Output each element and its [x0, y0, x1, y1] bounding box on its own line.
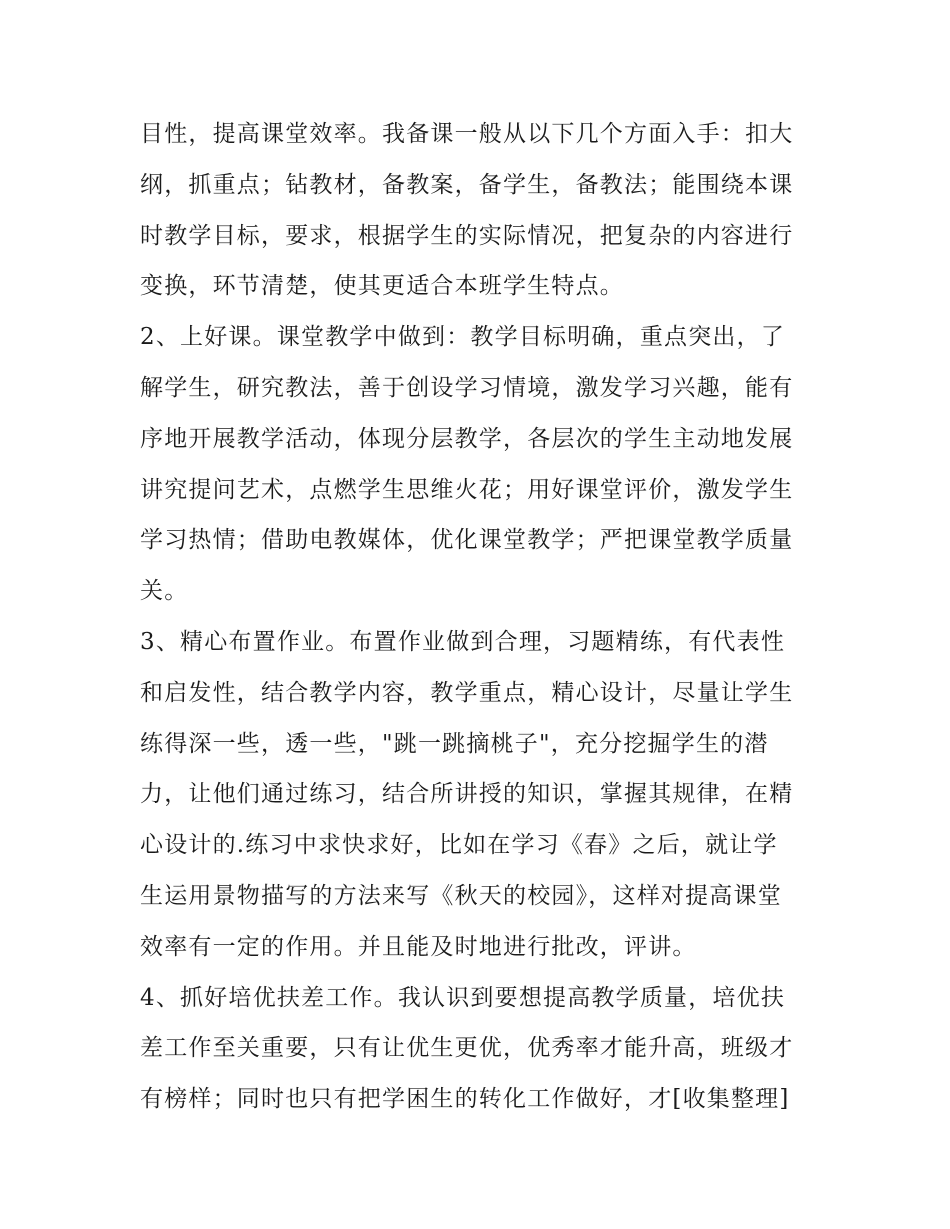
text-line: 心设计的.练习中求快求好，比如在学习《春》之后，就让学	[140, 832, 778, 859]
text-line: 力，让他们通过练习，结合所讲授的知识，掌握其规律，在精	[140, 781, 794, 808]
text-line: 解学生，研究教法，善于创设学习情境，激发学习兴趣，能有	[140, 374, 794, 401]
text-line: 关。	[140, 578, 189, 605]
text-line: 时教学目标，要求，根据学生的实际情况，把复杂的内容进行	[140, 222, 794, 249]
document-body	[140, 109, 820, 1125]
text-line: 差工作至关重要，只有让优生更优，优秀率才能升高，班级才	[140, 1035, 794, 1062]
text-line: 练得深一些，透一些，"跳一跳摘桃子"，充分挖掘学生的潜	[140, 730, 769, 757]
text-line: 讲究提问艺术，点燃学生思维火花；用好课堂评价，激发学生	[140, 476, 794, 503]
text-line: 2、上好课。课堂教学中做到：教学目标明确，重点突出，了	[140, 324, 786, 351]
text-line: 和启发性，结合教学内容，教学重点，精心设计，尽量让学生	[140, 679, 794, 706]
text-line: 序地开展教学活动，体现分层教学，各层次的学生主动地发展	[140, 425, 794, 452]
text-line: 学习热情；借助电教媒体，优化课堂教学；严把课堂教学质量	[140, 527, 794, 554]
text-line: 变换，环节清楚，使其更适合本班学生特点。	[140, 273, 624, 300]
text-line: 有榜样；同时也只有把学困生的转化工作做好，才[收集整理]	[140, 1086, 790, 1113]
text-line: 纲，抓重点；钻教材，备教案，备学生，备教法；能围绕本课	[140, 171, 794, 198]
text-line: 4、抓好培优扶差工作。我认识到要想提高教学质量，培优扶	[140, 984, 786, 1011]
text-line: 3、精心布置作业。布置作业做到合理，习题精练，有代表性	[140, 628, 786, 655]
text-line: 效率有一定的作用。并且能及时地进行批改，评讲。	[140, 933, 697, 960]
text-line: 生运用景物描写的方法来写《秋天的校园》，这样对提高课堂	[140, 882, 782, 909]
text-line: 目性，提高课堂效率。我备课一般从以下几个方面入手：扣大	[140, 121, 794, 147]
